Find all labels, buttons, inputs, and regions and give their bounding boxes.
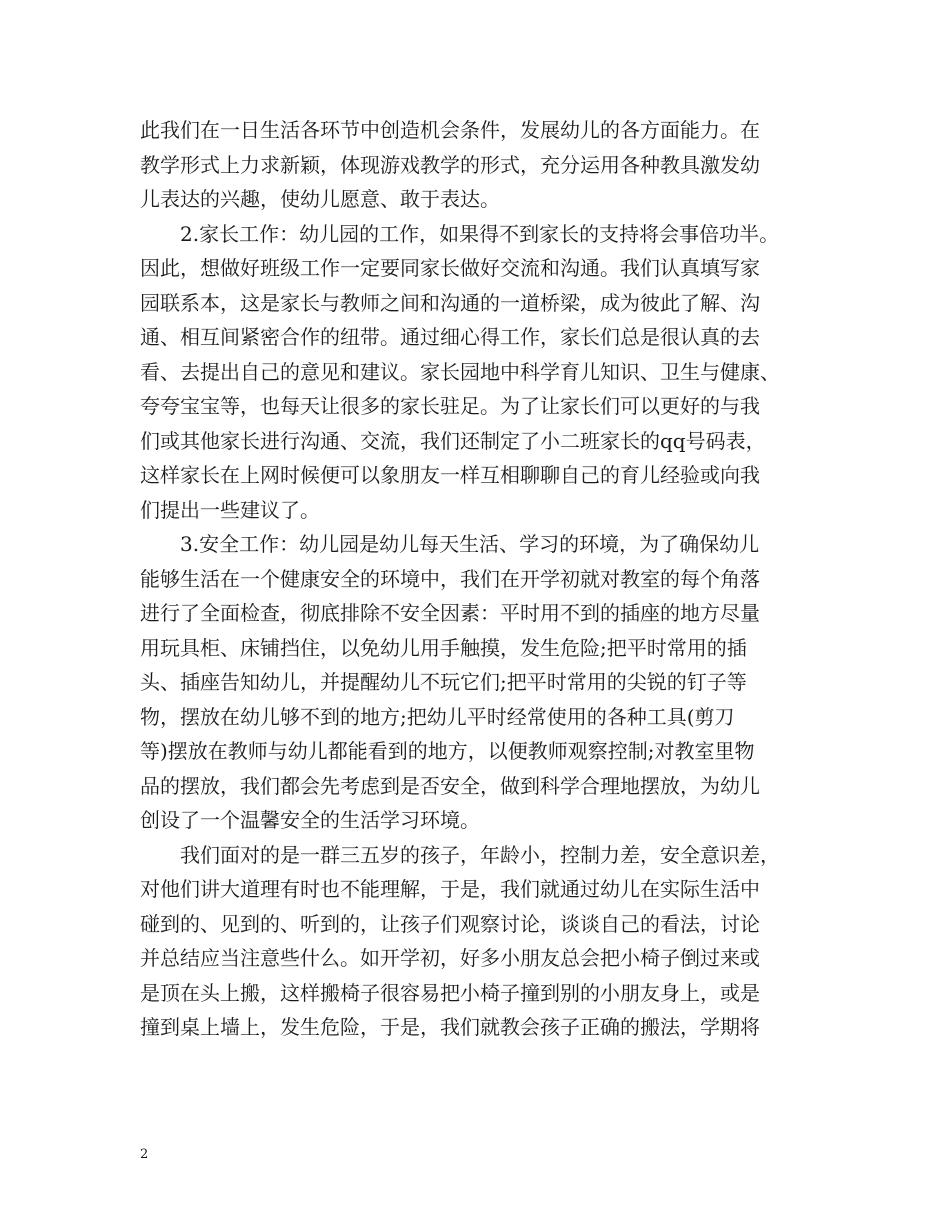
text-line: 2.家长工作：幼儿园的工作，如果得不到家长的支持将会事倍功半。	[180, 221, 780, 246]
text-line: 们提出一些建议了。	[140, 497, 320, 522]
text-line: 等)摆放在教师与幼儿都能看到的地方，以便教师观察控制;对教室里物	[140, 739, 755, 763]
text-line: 夸夸宝宝等，也每天让很多的家长驻足。为了让家长们可以更好的与我	[140, 394, 760, 418]
text-line: 因此，想做好班级工作一定要同家长做好交流和沟通。我们认真填写家	[140, 256, 760, 280]
paragraph-parent-work	[140, 217, 820, 528]
document-body	[140, 113, 820, 1045]
text-line: 通、相互间紧密合作的纽带。通过细心得工作，家长们总是很认真的去	[140, 325, 760, 349]
paragraph-children-safety	[140, 838, 820, 1045]
text-line: 3.安全工作：幼儿园是幼儿每天生活、学习的环境，为了确保幼儿	[180, 532, 760, 556]
text-line: 能够生活在一个健康安全的环境中，我们在开学初就对教室的每个角落	[140, 566, 760, 591]
text-line: 对他们讲大道理有时也不能理解，于是，我们就通过幼儿在实际生活中	[140, 877, 760, 901]
text-line: 头、插座告知幼儿，并提醒幼儿不玩它们;把平时常用的尖锐的钉子等	[140, 670, 747, 694]
text-line: 并总结应当注意些什么。如开学初，好多小朋友总会把小椅子倒过来或	[140, 946, 760, 970]
text-line: 用玩具柜、床铺挡住，以免幼儿用手触摸，发生危险;把平时常用的插	[140, 635, 747, 660]
text-line: 碰到的、见到的、听到的，让孩子们观察讨论，谈谈自己的看法，讨论	[140, 911, 760, 936]
text-line: 是顶在头上搬，这样搬椅子很容易把小椅子撞到别的小朋友身上，或是	[140, 980, 760, 1005]
text-line: 品的摆放，我们都会先考虑到是否安全，做到科学合理地摆放，为幼儿	[140, 773, 760, 798]
paragraph-continuation	[140, 113, 820, 217]
text-line: 儿表达的兴趣，使幼儿愿意、敢于表达。	[140, 187, 500, 211]
text-line: 我们面对的是一群三五岁的孩子，年龄小，控制力差，安全意识差，	[180, 842, 780, 867]
text-line: 园联系本，这是家长与教师之间和沟通的一道桥梁，成为彼此了解、沟	[140, 290, 760, 315]
text-line: 这样家长在上网时候便可以象朋友一样互相聊聊自己的育儿经验或向我	[140, 463, 760, 487]
text-line: 撞到桌上墙上，发生危险，于是，我们就教会孩子正确的搬法，学期将	[140, 1015, 760, 1039]
text-line: 看、去提出自己的意见和建议。家长园地中科学育儿知识、卫生与健康、	[140, 359, 780, 384]
text-line: 物，摆放在幼儿够不到的地方;把幼儿平时经常使用的各种工具(剪刀	[140, 704, 735, 729]
text-line: 此我们在一日生活各环节中创造机会条件，发展幼儿的各方面能力。在	[140, 118, 760, 142]
text-line: 教学形式上力求新颖，体现游戏教学的形式，充分运用各种教具激发幼	[140, 152, 760, 177]
text-line: 进行了全面检查，彻底排除不安全因素：平时用不到的插座的地方尽量	[140, 601, 760, 625]
page-number: 2	[140, 1147, 149, 1162]
text-line: 们或其他家长进行沟通、交流，我们还制定了小二班家长的qq号码表，	[140, 428, 766, 453]
text-line: 创设了一个温馨安全的生活学习环境。	[140, 808, 480, 832]
paragraph-safety-work	[140, 527, 820, 838]
